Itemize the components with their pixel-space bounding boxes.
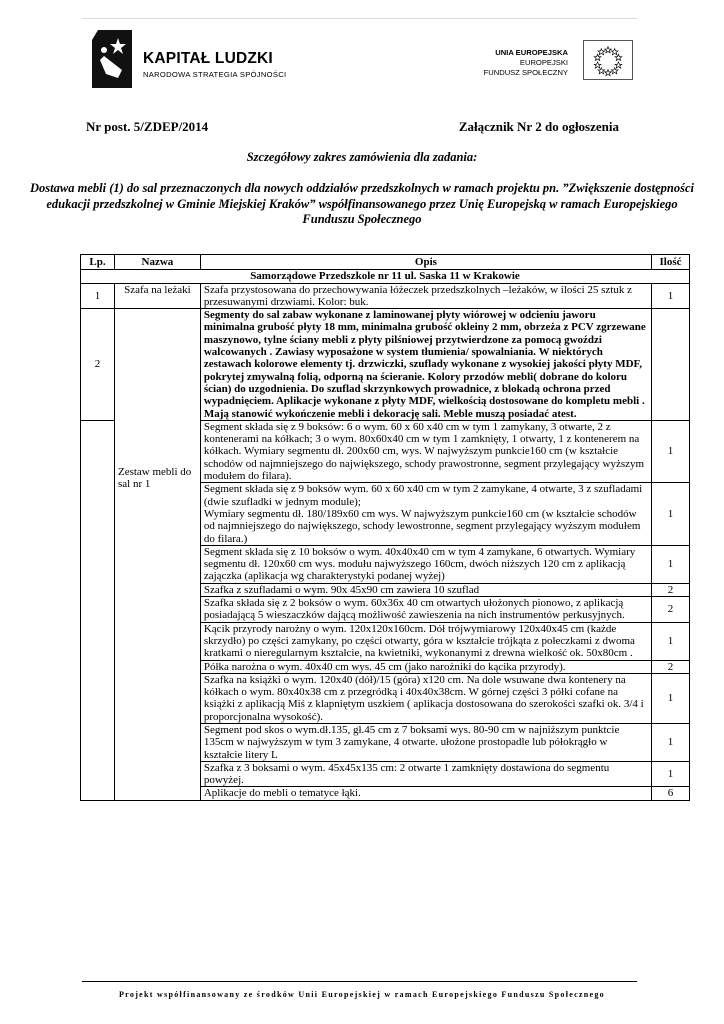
item2-general: Segmenty do sal zabaw wykonane z laminowanej płyty wiórowej w odcieniu jaworu minimalna grubość płyty 18 mm, minimalna grubość okleiny 2 mm, obrzeża z PCV zgrzewane maszynowo, tylne ściany mebli z płyty pilśniowej przytwierdzone za pomocą gwoździ walcowanych . Zawiasy wyposażone w system tłumienia/ spowalniania. W niektórych zestawach kolorowe elementy tj. drzwiczki, szuflady wykonane z wysokiej jakości płyty MDF, pokrytej zmywalną folią, odporną na ścieranie. Kolory przodów mebli( dobrane do koloru ścian) do uzgodnienia. Do szuflad skrzynkowych prowadnice, z blokadą ochrona przed wypadnięciem. Aplikacje wykonane z płyty MDF, wielkością dostosowane do kompletu mebli . Mają stanowić wykończenie mebli i dekorację sali. Meble muszą posiadać atest.: [200, 309, 651, 421]
footer-divider: [82, 981, 637, 982]
eu-flag-icon: [583, 40, 633, 80]
item2-row-qty: 2: [652, 660, 690, 673]
table-header-row: [81, 255, 690, 270]
eu-line-1: UNIA EUROPEJSKA: [495, 48, 568, 57]
item1-desc: Szafa przystosowana do przechowywania łóżeczek przedszkolnych –leżaków, w ilości 25 sztuk z przesuwanymi drzwiami. Kolor: buk.: [200, 283, 651, 309]
item2-row-qty: 1: [652, 673, 690, 723]
item2-general-qty: [652, 309, 690, 421]
item2-row-desc: Segment składa się z 9 boksów wym. 60 x 60 x40 cm w tym 2 zamykane, 4 otwarte, 3 z szufladami (dwie szufladki w jednym module); Wymiary segmentu dł. 180/189x60 cm wys. W najwyższym punkcie160 cm (w kształcie schodów od najmniejszego do największego, schody lewostronne, segment przylegający wyższym modułem do filara.): [200, 483, 651, 545]
item1-qty: 1: [652, 283, 690, 309]
item2-row-desc: Segment składa się z 9 boksów: 6 o wym. 60 x 60 x40 cm w tym 1 zamykany, 3 otwarte, 2 z kontenerami na kółkach; 3 o wym. 80x60x40 cm w tym 1 zamknięty, 1 otwarty, 1 z kontenerem na kółkach. Wymiary segmentu dł. 200x60 cm, wys. W najwyższym punkcie160 cm (w kształcie schodów od najmniejszego do największego, schody prawostronne, segment przylegający wyższym modułem do filara).: [200, 420, 651, 482]
logo-title: KAPITAŁ LUDZKI: [143, 50, 273, 67]
header-desc: Opis: [200, 255, 651, 270]
item2-row-desc: Kącik przyrody narożny o wym. 120x120x160cm. Dół trójwymiarowy 120x40x45 cm (każde skrzydło) po części zamykany, po części otwarty, góra w kształcie trójkąta z połeczkami z dwoma kratkami o nieregularnym kształcie, na kwietniki, wykonanymi z drewna wielkość ok. 50x80cm .: [200, 622, 651, 660]
item2-row-qty: 1: [652, 483, 690, 545]
item2-row-qty: 6: [652, 787, 690, 800]
item2-lp-empty: [81, 420, 115, 800]
item2-row-qty: 1: [652, 723, 690, 761]
item2-row-qty: 1: [652, 420, 690, 482]
item2-row-qty: 1: [652, 545, 690, 583]
reference-number: Nr post. 5/ZDEP/2014: [86, 119, 209, 134]
attachment-label: Załącznik Nr 2 do ogłoszenia: [458, 119, 619, 134]
footer-text: Projekt współfinansowany ze środków Unii Europejskiej w ramach Europejskiego Funduszu Społecznego: [119, 990, 605, 999]
header-name: Nazwa: [114, 255, 200, 270]
top-divider: [82, 18, 637, 19]
item2-row-desc: Szafka składa się z 2 boksów o wym. 60x36x 40 cm otwartych ułożonych pionowo, z aplikacją posiadającą 5 wieszaczków dającą możliwość zawieszenia na nich instrumentów perkusyjnych.: [200, 597, 651, 623]
item2-name: Zestaw mebli do sal nr 1: [114, 309, 200, 801]
task-title: Dostawa mebli (1) do sal przeznaczonych dla nowych oddziałów przedszkolnych w ramach projektu pn. ”Zwiększenie dostępności edukacji przedszkolnej w Gminie Miejskiej Kraków” współfinansowanego przez Unię Europejską w ramach Europejskiego Funduszu Społecznego: [30, 181, 694, 226]
eu-label: [484, 48, 568, 78]
item2-row-qty: 1: [652, 622, 690, 660]
item2-row-desc: Szafka z 3 boksami o wym. 45x45x135 cm: 2 otwarte 1 zamknięty dostawiona do segmentu powyżej.: [200, 761, 651, 787]
section-row: [81, 270, 690, 283]
header-lp: Lp.: [81, 255, 115, 270]
item2-row-desc: Aplikacje do mebli o tematyce łąki.: [200, 787, 651, 800]
item1-name: Szafa na leżaki: [114, 283, 200, 309]
section-title: Samorządowe Przedszkole nr 11 ul. Saska 11 w Krakowie: [81, 270, 690, 283]
item2-row-desc: Segment składa się z 10 boksów o wym. 40x40x40 cm w tym 4 zamykane, 6 otwartych. Wymiary segmentu dł. 120x60 cm wys. modułu najwyższego 160cm, dwóch niższych 120 cm z aplikacją zajączka (aplikacja wg charakterystyki podanej wyżej): [200, 545, 651, 583]
item2-row-desc: Półka narożna o wym. 40x40 cm wys. 45 cm (jako narożniki do kącika przyrody).: [200, 660, 651, 673]
item2-row-qty: 1: [652, 761, 690, 787]
table-row: [81, 309, 690, 421]
item2-row-desc: Szafka na książki o wym. 120x40 (dół)/15 (góra) x120 cm. Na dole wsuwane dwa kontenery na kółkach o wym. 80x40x38 cm z przegródką i 40x40x38cm. W górnej części 3 półki cofane na książki z aplikacją Miś z klapniętym uszkiem ( aplikacja dostosowana do szerokości szafki ok. 3/4 i proporcjonalna wysokość).: [200, 673, 651, 723]
eu-line-3: FUNDUSZ SPOŁECZNY: [483, 68, 568, 77]
item2-row-desc: Szafka z szufladami o wym. 90x 45x90 cm zawiera 10 szuflad: [200, 583, 651, 596]
table-row: [81, 283, 690, 309]
header-qty: Ilość: [652, 255, 690, 270]
kapital-ludzki-logo-icon: [92, 30, 132, 88]
item2-row-qty: 2: [652, 597, 690, 623]
specification-table: [80, 254, 690, 801]
item2-lp: 2: [81, 309, 115, 421]
eu-line-2: EUROPEJSKI: [519, 58, 568, 67]
item2-row-qty: 2: [652, 583, 690, 596]
logo-subtitle: NARODOWA STRATEGIA SPÓJNOŚCI: [143, 70, 287, 79]
scope-subtitle: Szczegółowy zakres zamówienia dla zadania:: [246, 150, 478, 164]
item2-row-desc: Segment pod skos o wym.dł.135, gł.45 cm z 7 boksami wys. 80-90 cm w najniższym punktcie 135cm w najwyższym w tym 3 zamykane, 4 otwarte. ułożone prostopadle lub półokrągło w kształcie litery L: [200, 723, 651, 761]
item1-lp: 1: [81, 283, 115, 309]
